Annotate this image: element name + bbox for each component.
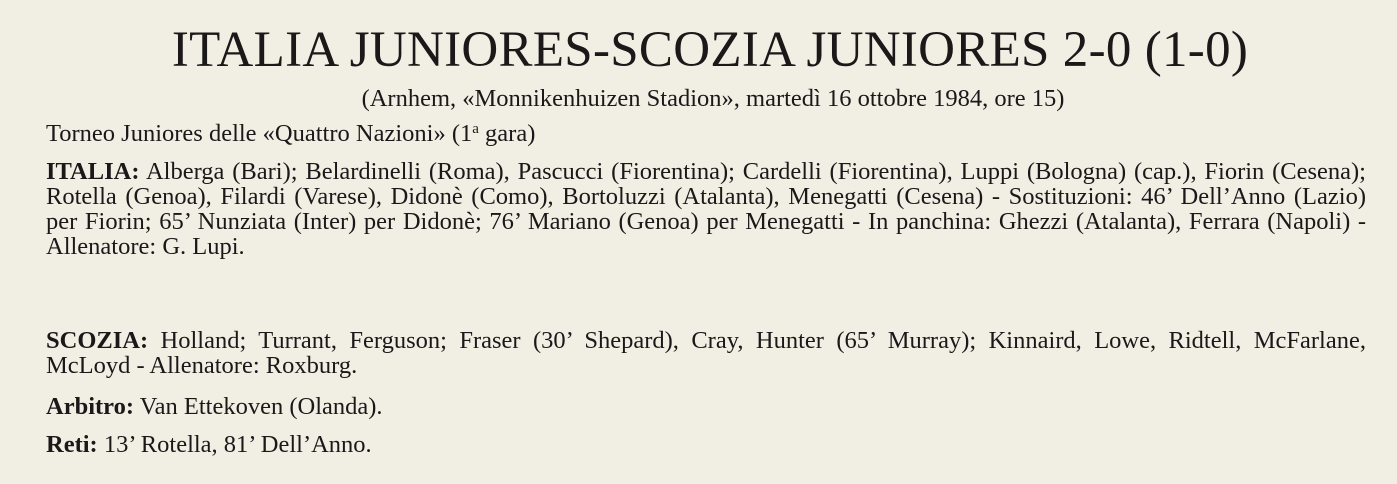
reti-label: Reti:	[46, 431, 98, 458]
italia-lineup	[46, 159, 1366, 259]
arbitro-text: Van Ettekoven (Olanda).	[139, 393, 383, 420]
match-venue-date: (Arnhem, «Monnikenhuizen Stadion», martedì 16 ottobre 1984, ore 15)	[361, 85, 1065, 112]
arbitro-label: Arbitro:	[46, 393, 134, 420]
tournament-superscript: a	[472, 121, 479, 137]
italia-text: Alberga (Bari); Belardinelli (Roma), Pascucci (Fiorentina); Cardelli (Fiorentina), Luppi (Bologna) (cap.), Fiorin (Cesena); Rotella (Genoa), Filardi (Varese), Didonè (Como), Bortoluzzi (Atalanta), Menegatti (Cesena) - Sostituzioni: 46’ Dell’Anno (Lazio) per Fiorin; 65’ Nunziata (Inter) per Didonè; 76’ Mariano (Genoa) per Menegatti - In panchina: Ghezzi (Atalanta), Ferrara (Napoli) - Allenatore: G. Lupi.	[46, 158, 1366, 260]
scozia-label: SCOZIA:	[46, 327, 149, 354]
tournament-line	[46, 119, 535, 149]
tournament-suffix: gara)	[478, 120, 536, 147]
reti-text: 13’ Rotella, 81’ Dell’Anno.	[103, 431, 372, 458]
referee-line	[46, 394, 1366, 419]
italia-label: ITALIA:	[46, 158, 140, 185]
scozia-text: Holland; Turrant, Ferguson; Fraser (30’ Shepard), Cray, Hunter (65’ Murray); Kinnaird, Lowe, Ridtell, McFarlane, McLoyd - Allenatore: Roxburg.	[46, 327, 1366, 379]
goals-line	[46, 432, 1366, 457]
tournament-text: Torneo Juniores delle «Quattro Nazioni» (1	[46, 120, 473, 147]
match-title: ITALIA JUNIORES-SCOZIA JUNIORES 2-0 (1-0)	[171, 22, 1249, 78]
scozia-lineup	[46, 328, 1366, 378]
